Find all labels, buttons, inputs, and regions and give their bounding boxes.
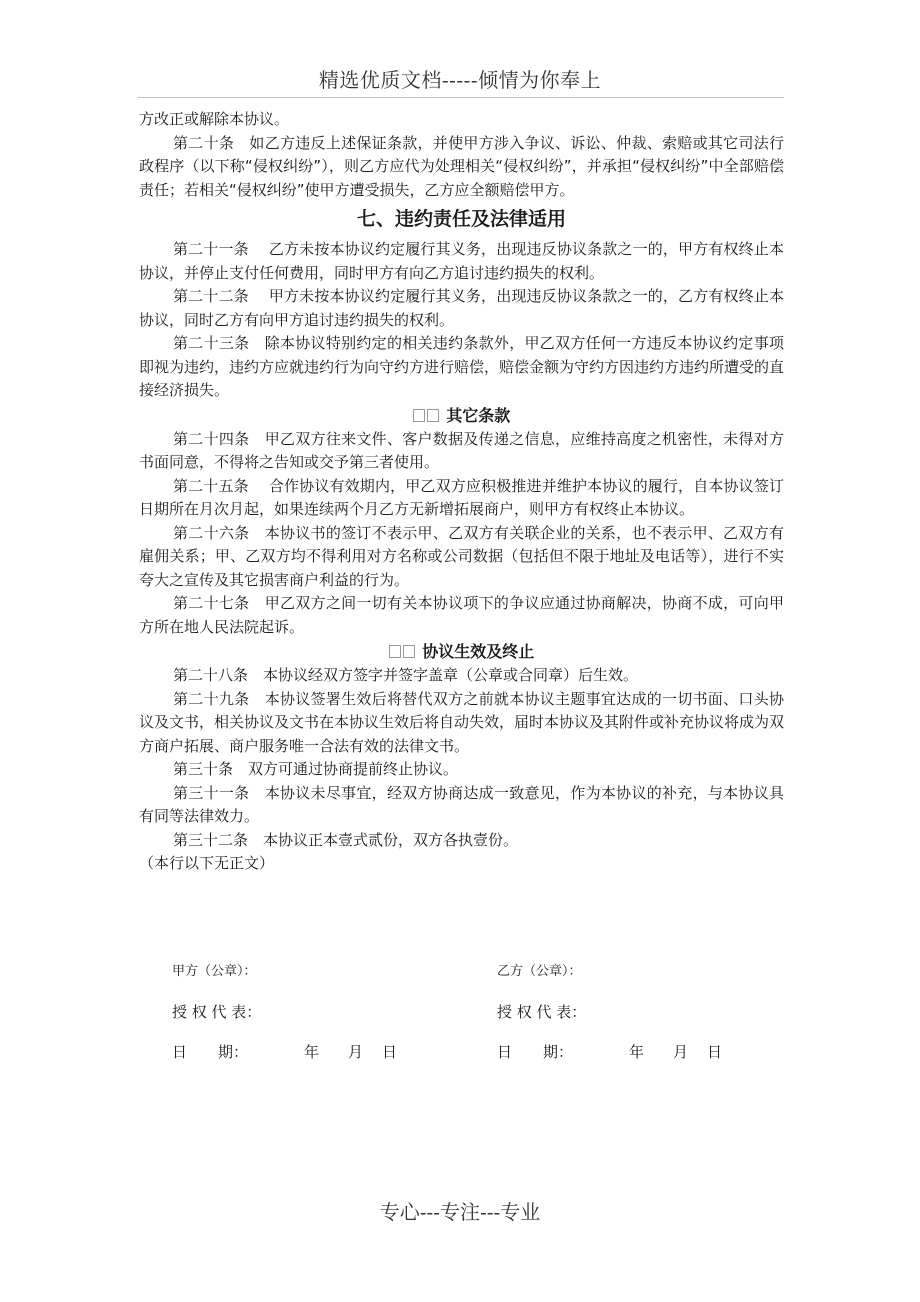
article-26: 第二十六条 本协议书的签订不表示甲、乙双方有关联企业的关系，也不表示甲、乙双方有雇佣关系；甲、乙双方均不得利用对方名称或公司数据（包括但不限于地址及电话等），进行不实夸大之宣传及其它损害商户利益的行为。	[139, 523, 784, 589]
missing-glyph-box	[389, 645, 401, 658]
article-29: 第二十九条 本协议签署生效后将替代双方之前就本协议主题事宜达成的一切书面、口头协议及文书，相关协议及文书在本协议生效后将自动失效，届时本协议及其附件或补充协议将成为双方商户拓展、商户服务唯一合法有效的法律文书。	[139, 689, 785, 755]
end-note: （本行以下无正文）	[139, 854, 275, 872]
article-31: 第三十一条 本协议未尽事宜，经双方协商达成一致意见，作为本协议的补充，与本协议具有同等法律效力。	[139, 783, 784, 825]
date-day: 日	[382, 1043, 398, 1061]
party-b-rep-label: 授 权 代 表：	[497, 1003, 587, 1021]
article-30: 第三十条 双方可通过协商提前终止协议。	[173, 760, 459, 778]
section-8-heading	[139, 403, 784, 428]
article-23: 第二十三条 除本协议特别约定的相关违约条款外，甲乙双方任何一方违反本协议约定事项即视为违约，违约方应就违约行为向守约方进行赔偿，赔偿金额为守约方因违约方违约所遭受的直接经济损失。	[139, 334, 785, 399]
article-32: 第三十二条 本协议正本壹式贰份，双方各执壹份。	[173, 830, 519, 849]
header-rule	[138, 97, 784, 98]
article-20-carryover: 方改正或解除本协议。	[139, 110, 290, 128]
date-year: 年	[629, 1043, 645, 1061]
date-day-label: 日	[497, 1043, 513, 1061]
page-header: 精选优质文档-----倾情为你奉上	[318, 68, 602, 92]
party-a-date	[172, 1040, 397, 1080]
date-period-label: 期：	[543, 1043, 574, 1061]
date-day: 日	[707, 1043, 723, 1061]
missing-glyph-box	[427, 409, 439, 422]
article-20: 第二十条 如乙方违反上述保证条款，并使甲方涉入争议、诉讼、仲裁、索赔或其它司法行政程序（以下称“侵权纠纷”），则乙方应代为处理相关“侵权纠纷”，并承担“侵权纠纷”中全部赔偿责任；若相关“侵权纠纷”使甲方遭受损失，乙方应全额赔偿甲方。	[139, 133, 784, 199]
party-b-seal-label: 乙方（公章）：	[497, 964, 582, 979]
section-9-title: 协议生效及终止	[422, 642, 535, 661]
party-b-signature	[497, 960, 722, 1080]
article-27: 第二十七条 甲乙双方之间一切有关本协议项下的争议应通过协商解决，协商不成，可向甲方所在地人民法院起诉。	[139, 594, 784, 636]
date-year: 年	[304, 1043, 320, 1061]
article-25: 第二十五条 合作协议有效期内，甲乙双方应积极推进并维护本协议的履行，自本协议签订日期所在月次月起，如果连续两个月乙方无新增拓展商户，则甲方有权终止本协议。	[139, 476, 784, 518]
date-month: 月	[348, 1043, 364, 1061]
section-8-title: 其它条款	[446, 405, 511, 425]
party-a-seal-label: 甲方（公章）：	[172, 964, 257, 979]
article-24: 第二十四条 甲乙双方往来文件、客户数据及传递之信息，应维持高度之机密性，未得对方书面同意，不得将之告知或交予第三者使用。	[139, 429, 784, 471]
date-month: 月	[673, 1043, 689, 1061]
missing-glyph-box	[413, 409, 425, 422]
date-day-label: 日	[172, 1043, 188, 1061]
missing-glyph-box	[403, 645, 415, 658]
date-period-label: 期：	[218, 1043, 249, 1061]
article-22: 第二十二条 甲方未按本协议约定履行其义务，出现违反协议条款之一的，乙方有权终止本协议，同时乙方有向甲方追讨违约损失的权利。	[139, 287, 784, 329]
article-28: 第二十八条 本协议经双方签字并签字盖章（公章或合同章）后生效。	[173, 666, 639, 684]
document-body	[139, 108, 784, 876]
section-7-title: 七、违约责任及法律适用	[356, 208, 566, 230]
party-a-signature	[172, 960, 397, 1080]
section-9-heading	[139, 639, 784, 664]
party-b-date	[497, 1040, 722, 1080]
article-21: 第二十一条 乙方未按本协议约定履行其义务，出现违反协议条款之一的，甲方有权终止本协议，并停止支付任何费用，同时甲方有向乙方追讨违约损失的权利。	[139, 240, 784, 282]
party-a-rep-label: 授 权 代 表：	[172, 1003, 262, 1021]
page-footer: 专心---专注---专业	[379, 1200, 541, 1224]
